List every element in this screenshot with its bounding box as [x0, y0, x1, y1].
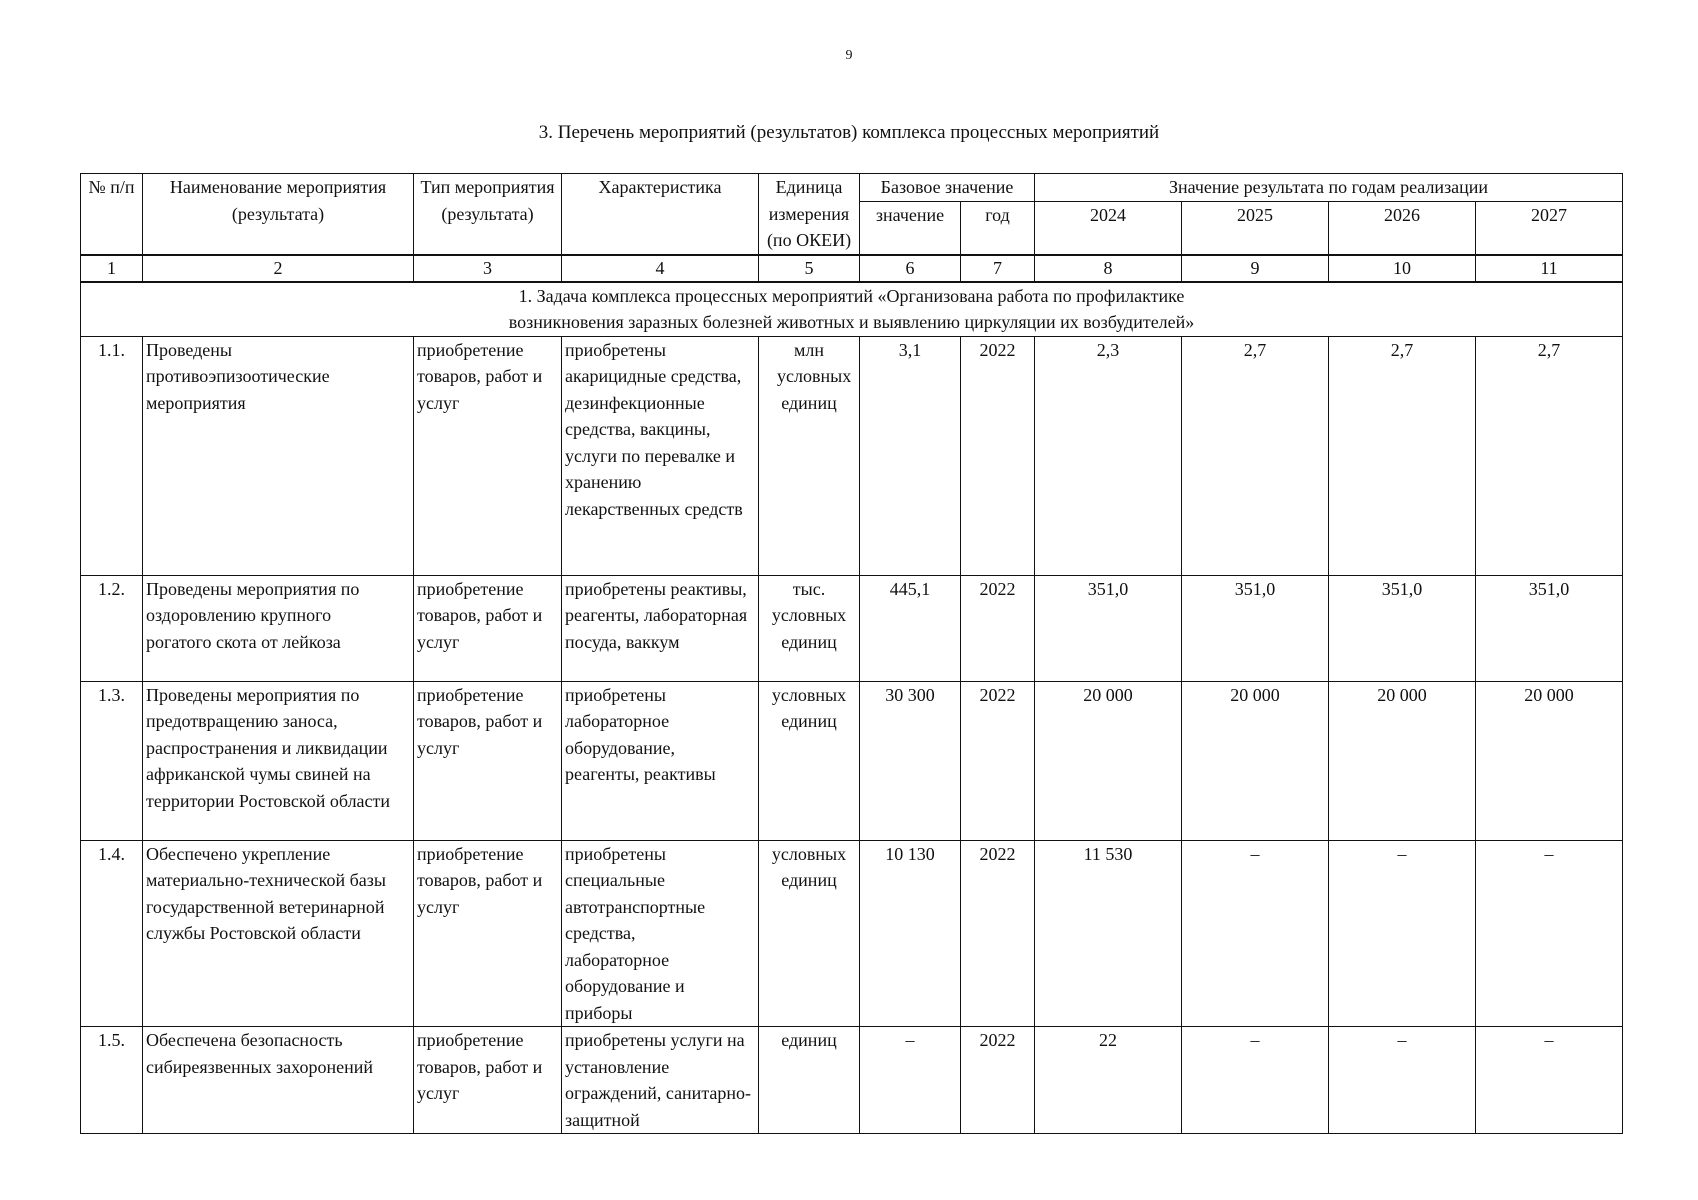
header-unit: Единица измерения (по ОКЕИ): [759, 174, 860, 255]
row-name: Проведены мероприятия по предотвращению заноса, распространения и ликвидации африканской чумы свиней на территории Ростовской области: [143, 681, 414, 840]
row-base-year: 2022: [961, 336, 1035, 575]
row-base-value: 445,1: [860, 575, 961, 681]
row-num: 1.5.: [81, 1027, 143, 1134]
header-base-year: год: [961, 202, 1035, 255]
row-value-2024: 2,3: [1035, 336, 1182, 575]
row-value-2026: 20 000: [1329, 681, 1476, 840]
row-value-2024: 20 000: [1035, 681, 1182, 840]
row-type: приобретение товаров, работ и услуг: [414, 575, 562, 681]
header-by-years: Значение результата по годам реализации: [1035, 174, 1623, 202]
table-row: [81, 1027, 1623, 1134]
row-num: 1.4.: [81, 840, 143, 1027]
row-characteristic: приобретены услуги на установление ограждений, санитарно-защитной: [562, 1027, 759, 1134]
row-value-2027: 351,0: [1476, 575, 1623, 681]
row-type: приобретение товаров, работ и услуг: [414, 1027, 562, 1134]
row-name: Проведены мероприятия по оздоровлению крупного рогатого скота от лейкоза: [143, 575, 414, 681]
row-value-2026: –: [1329, 840, 1476, 1027]
row-unit: условных единиц: [759, 681, 860, 840]
col-number: 9: [1182, 255, 1329, 282]
col-number: 1: [81, 255, 143, 282]
row-value-2025: –: [1182, 1027, 1329, 1134]
row-base-value: 30 300: [860, 681, 961, 840]
task-heading-line: возникновения заразных болезней животных и выявлению циркуляции их возбудителей»: [508, 312, 1195, 332]
row-base-year: 2022: [961, 575, 1035, 681]
col-number: 8: [1035, 255, 1182, 282]
header-year-2027: 2027: [1476, 202, 1623, 255]
row-type: приобретение товаров, работ и услуг: [414, 840, 562, 1027]
row-value-2025: 2,7: [1182, 336, 1329, 575]
row-base-value: 10 130: [860, 840, 961, 1027]
row-base-value: 3,1: [860, 336, 961, 575]
header-year-2024: 2024: [1035, 202, 1182, 255]
col-number: 3: [414, 255, 562, 282]
row-num: 1.2.: [81, 575, 143, 681]
col-number: 6: [860, 255, 961, 282]
row-characteristic: приобретены акарицидные средства, дезинфекционные средства, вакцины, услуги по перевалке и хранению лекарственных средств: [562, 336, 759, 575]
table-row: [81, 840, 1623, 1027]
task-heading-line: 1. Задача комплекса процессных мероприятий «Организована работа по профилактике: [518, 285, 1185, 306]
table-row: [81, 575, 1623, 681]
header-num: № п/п: [81, 174, 143, 255]
results-table: [80, 173, 1623, 1134]
row-value-2026: 351,0: [1329, 575, 1476, 681]
task-heading: [81, 282, 1623, 337]
row-num: 1.1.: [81, 336, 143, 575]
row-characteristic: приобретены специальные автотранспортные средства, лабораторное оборудование и приборы: [562, 840, 759, 1027]
table-row: [81, 336, 1623, 575]
row-base-value: –: [860, 1027, 961, 1134]
header-name: Наименование мероприятия (результата): [143, 174, 414, 255]
row-value-2025: 351,0: [1182, 575, 1329, 681]
row-base-year: 2022: [961, 681, 1035, 840]
col-number: 7: [961, 255, 1035, 282]
row-value-2025: –: [1182, 840, 1329, 1027]
header-year-2025: 2025: [1182, 202, 1329, 255]
row-type: приобретение товаров, работ и услуг: [414, 681, 562, 840]
row-value-2026: 2,7: [1329, 336, 1476, 575]
header-type: Тип мероприятия (результата): [414, 174, 562, 255]
header-characteristic: Характеристика: [562, 174, 759, 255]
row-unit: млн условных единиц: [759, 336, 860, 575]
header-base-value: значение: [860, 202, 961, 255]
row-value-2027: 2,7: [1476, 336, 1623, 575]
section-title: 3. Перечень мероприятий (результатов) комплекса процессных мероприятий: [538, 122, 1160, 143]
col-number: 10: [1329, 255, 1476, 282]
row-type: приобретение товаров, работ и услуг: [414, 336, 562, 575]
page-number: 9: [845, 48, 853, 63]
col-number: 4: [562, 255, 759, 282]
row-unit: единиц: [759, 1027, 860, 1134]
row-value-2024: 11 530: [1035, 840, 1182, 1027]
header-base: Базовое значение: [860, 174, 1035, 202]
row-value-2027: –: [1476, 840, 1623, 1027]
row-num: 1.3.: [81, 681, 143, 840]
row-value-2026: –: [1329, 1027, 1476, 1134]
row-unit: тыс. условных единиц: [759, 575, 860, 681]
row-unit: условных единиц: [759, 840, 860, 1027]
row-base-year: 2022: [961, 840, 1035, 1027]
table-row: [81, 681, 1623, 840]
row-name: Проведены противоэпизоотические мероприятия: [143, 336, 414, 575]
row-value-2025: 20 000: [1182, 681, 1329, 840]
row-value-2027: 20 000: [1476, 681, 1623, 840]
header-year-2026: 2026: [1329, 202, 1476, 255]
row-name: Обеспечено укрепление материально-технической базы государственной ветеринарной службы Ростовской области: [143, 840, 414, 1027]
row-value-2024: 22: [1035, 1027, 1182, 1134]
row-base-year: 2022: [961, 1027, 1035, 1134]
row-characteristic: приобретены реактивы, реагенты, лабораторная посуда, ваккум: [562, 575, 759, 681]
row-name: Обеспечена безопасность сибиреязвенных захоронений: [143, 1027, 414, 1134]
col-number: 5: [759, 255, 860, 282]
col-number: 2: [143, 255, 414, 282]
col-number: 11: [1476, 255, 1623, 282]
row-characteristic: приобретены лабораторное оборудование, реагенты, реактивы: [562, 681, 759, 840]
row-value-2024: 351,0: [1035, 575, 1182, 681]
row-value-2027: –: [1476, 1027, 1623, 1134]
